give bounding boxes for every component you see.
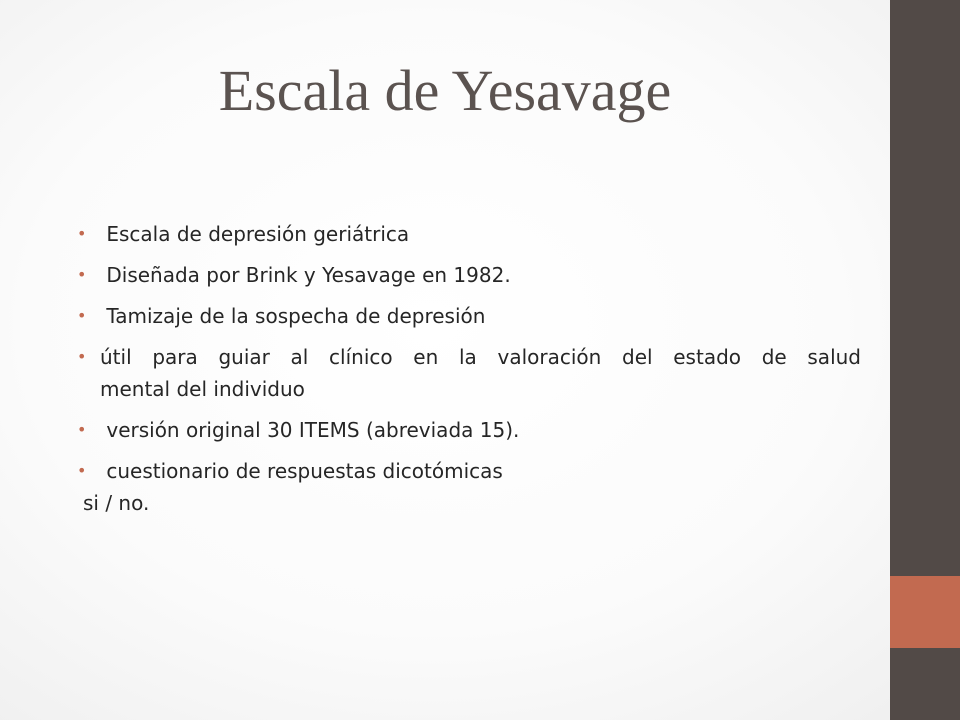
bullet-text: versión original 30 ITEMS (abreviada 15). xyxy=(100,418,520,442)
bullet-text: Tamizaje de la sospecha de depresión xyxy=(100,304,486,328)
bullet-icon: • xyxy=(77,347,87,366)
bullet-icon: • xyxy=(77,420,87,439)
bullet-text: Escala de depresión geriátrica xyxy=(100,222,410,246)
side-accent-block xyxy=(890,576,960,648)
list-item xyxy=(77,300,861,332)
list-item xyxy=(77,414,861,446)
continuation-text: si / no. xyxy=(83,491,150,515)
bullet-text-continuation: mental del individuo xyxy=(100,377,305,401)
list-item xyxy=(77,341,861,405)
slide-title: Escala de Yesavage xyxy=(218,58,672,123)
bullet-icon: • xyxy=(77,224,87,243)
bullet-text: cuestionario de respuestas dicotómicas xyxy=(100,459,503,483)
list-item xyxy=(77,259,861,291)
list-item xyxy=(77,455,861,487)
bullet-icon: • xyxy=(77,306,87,325)
slide-body xyxy=(77,218,861,519)
bullet-list xyxy=(77,218,861,487)
list-item xyxy=(77,218,861,250)
bullet-text: útil para guiar al clínico en la valoración del estado de salud xyxy=(100,345,861,369)
bullet-text: Diseñada por Brink y Yesavage en 1982. xyxy=(100,263,511,287)
bullet-icon: • xyxy=(77,461,87,480)
bullet-icon: • xyxy=(77,265,87,284)
